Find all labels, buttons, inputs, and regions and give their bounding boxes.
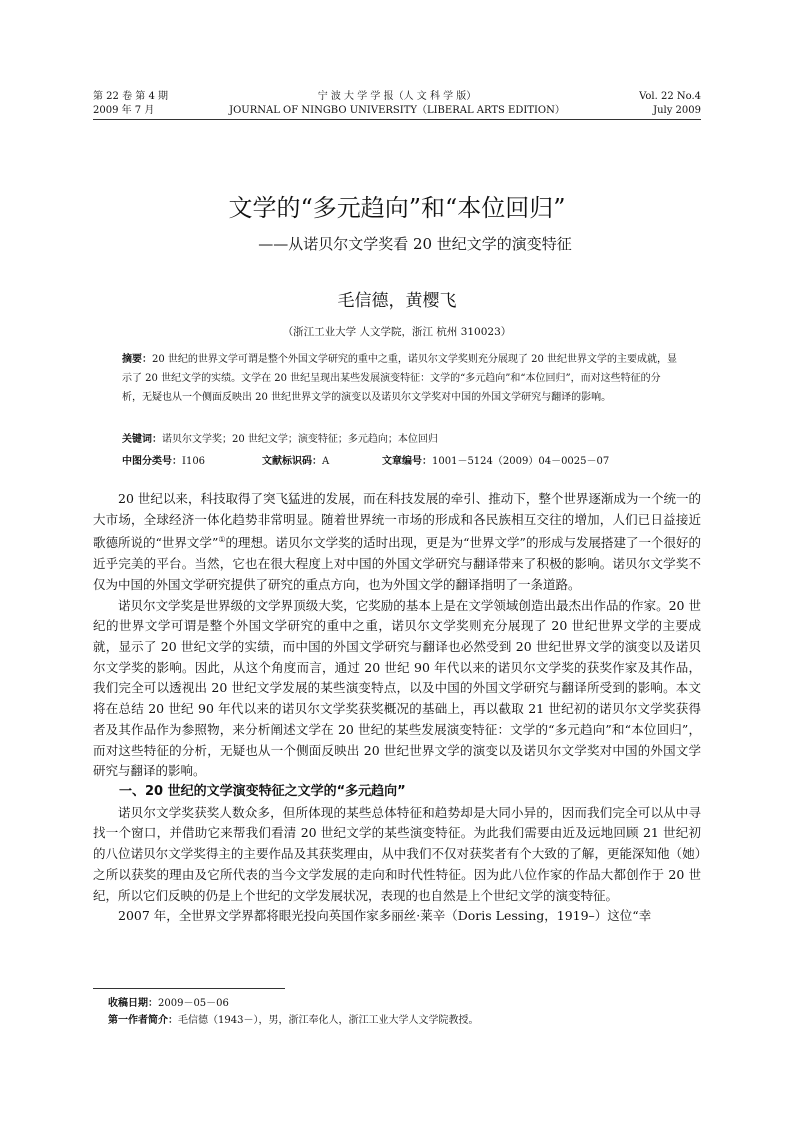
article-number-label: 文章编号： (382, 456, 432, 467)
header-journal (93, 90, 701, 118)
running-header (93, 90, 701, 120)
footnote-rule (93, 988, 285, 989)
footnote-author-bio (108, 1011, 478, 1026)
doc-code-label: 文献标识码： (262, 456, 322, 467)
section-heading-1: 一、20 世纪的文学演变特征之文学的“多元趋向” (119, 784, 406, 799)
abstract-label: 摘要： (122, 354, 152, 365)
received-value: 2009－05－06 (158, 998, 229, 1009)
article-number-value: 1001－5124（2009）04－0025－07 (432, 456, 610, 467)
header-journal-en: JOURNAL OF NINGBO UNIVERSITY（LIBERAL ARTS EDITION） (229, 105, 565, 116)
clc-group (122, 452, 262, 467)
p1-text: 20 世纪以来，科技取得了突飞猛进的发展，而在科技发展的牵引、推动下，整个世界逐渐成为一个统一的大市场，全球经济一体化趋势非常明显。随着世界统一市场的形成和各民族相互交往的增加，人们已日益接近歌德所说的“世界文学” (93, 491, 701, 551)
received-label: 收稿日期： (108, 998, 158, 1009)
body-paragraph-3: 诺贝尔文学奖获奖人数众多，但所体现的某些总体特征和趋势却是大同小异的，因而我们完全可以从中寻找一个窗口，并借助它来帮我们看清 20 世纪文学的某些演变特征。为此我们需要由近及远地回顾 21 世纪初的八位诺贝尔文学奖得主的主要作品及其获奖理由，从中我们不仅对获奖者有个大致的了解，更能深知他（她）之所以获奖的理由及它所代表的当今文学发展的走向和时代性特征。因为此八位作家的作品大都创作于 20 世纪，所以它们反映的仍是上个世纪的文学发展状况，表现的也自然是上个世纪文学的演变特征。 (93, 804, 701, 903)
clc-label: 中图分类号： (122, 456, 182, 467)
body-paragraph-2: 诺贝尔文学奖是世界级的文学界顶级大奖，它奖励的基本上是在文学领域创造出最杰出作品的作家。20 世纪的世界文学可谓是整个外国文学研究的重中之重，诺贝尔文学奖则充分展现了 20 世纪世界文学的主要成就，显示了 20 世纪文学的实绩，而中国的外国文学研究与翻译也必然受到 20 世纪世界文学的演变以及诺贝尔文学奖的影响。因此，从这个角度而言，通过 20 世纪 90 年代以来的诺贝尔文学奖的获奖作家及其作品，我们完全可以透视出 20 世纪文学发展的某些演变特点，以及中国的外国文学研究与翻译所受到的影响。本文将在总结 20 世纪 90 年代以来的诺贝尔文学奖获奖概况的基础上，再以截取 21 世纪初的诺贝尔文学奖获得者及其作品作为参照物，来分析阐述文学在 20 世纪的某些发展演变特征：文学的“多元趋向”和“本位回归”，而对这些特征的分析，无疑也从一个侧面反映出 20 世纪世界文学的演变以及诺贝尔文学奖对中国的外国文学研究与翻译的影响。 (93, 597, 701, 779)
article-subtitle: ——从诺贝尔文学奖看 20 世纪文学的演变特征 (258, 235, 572, 253)
doc-code-value: A (322, 456, 330, 467)
author-affiliation: （浙江工业大学 人文学院，浙江 杭州 310023） (282, 326, 512, 338)
article-body (93, 489, 701, 927)
header-rule (93, 119, 701, 120)
keywords-label: 关键词： (122, 434, 162, 445)
doc-code-group (262, 452, 382, 467)
header-vol-no: Vol. 22 No.4 (639, 91, 701, 102)
header-date-en: July 2009 (653, 105, 701, 116)
keywords-text: 诺贝尔文学奖；20 世纪文学；演变特征；多元趋向；本位回归 (162, 434, 438, 445)
header-volume-issue: 第 22 卷 第 4 期 (93, 91, 168, 102)
abstract (122, 350, 678, 407)
article-authors: 毛信德，黄樱飞 (337, 291, 457, 311)
author-bio-label: 第一作者简介： (108, 1015, 178, 1026)
article-title: 文学的“多元趋向”和“本位回归” (228, 194, 566, 222)
classification-line (122, 452, 678, 467)
header-date-cn: 2009 年 7 月 (93, 105, 155, 116)
body-paragraph-4: 2007 年，全世界文学界都将眼光投向英国作家多丽丝·莱辛（Doris Lessing，1919–）这位“幸 (118, 908, 652, 924)
clc-value: I106 (182, 456, 206, 467)
footnote-received (108, 994, 229, 1009)
abstract-text: 20 世纪的世界文学可谓是整个外国文学研究的重中之重，诺贝尔文学奖则充分展现了 20 世纪世界文学的主要成就，显示了 20 世纪文学的实绩。文学在 20 世纪呈现出某些发展演变特征：文学的“多元趋向”和“本位回归”，而对这些特征的分析，无疑也从一个侧面反映出 20 世纪世界文学的演变以及诺贝尔文学奖对中国的外国文学研究与翻译的影响。 (122, 354, 677, 403)
header-journal-cn: 宁 波 大 学 学 报（人 文 科 学 版） (317, 91, 477, 102)
author-bio-value: 毛信德（1943－），男，浙江奉化人，浙江工业大学人文学院教授。 (178, 1015, 479, 1026)
body-paragraph-1 (93, 489, 701, 596)
keywords (122, 430, 678, 445)
p1-text-tail: 的理想。诺贝尔文学奖的适时出现，更是为“世界文学”的形成与发展搭建了一个很好的近乎完美的平台。当然，它也在很大程度上对中国的外国文学研究与翻译带来了积极的影响。诺贝尔文学奖不仅为中国的外国文学研究提供了研究的重点方向，也为外国文学的翻译指明了一条道路。 (93, 535, 702, 592)
article-number-group (382, 452, 609, 467)
header-volume-en (639, 90, 701, 118)
footnote-ref: ① (218, 535, 226, 545)
